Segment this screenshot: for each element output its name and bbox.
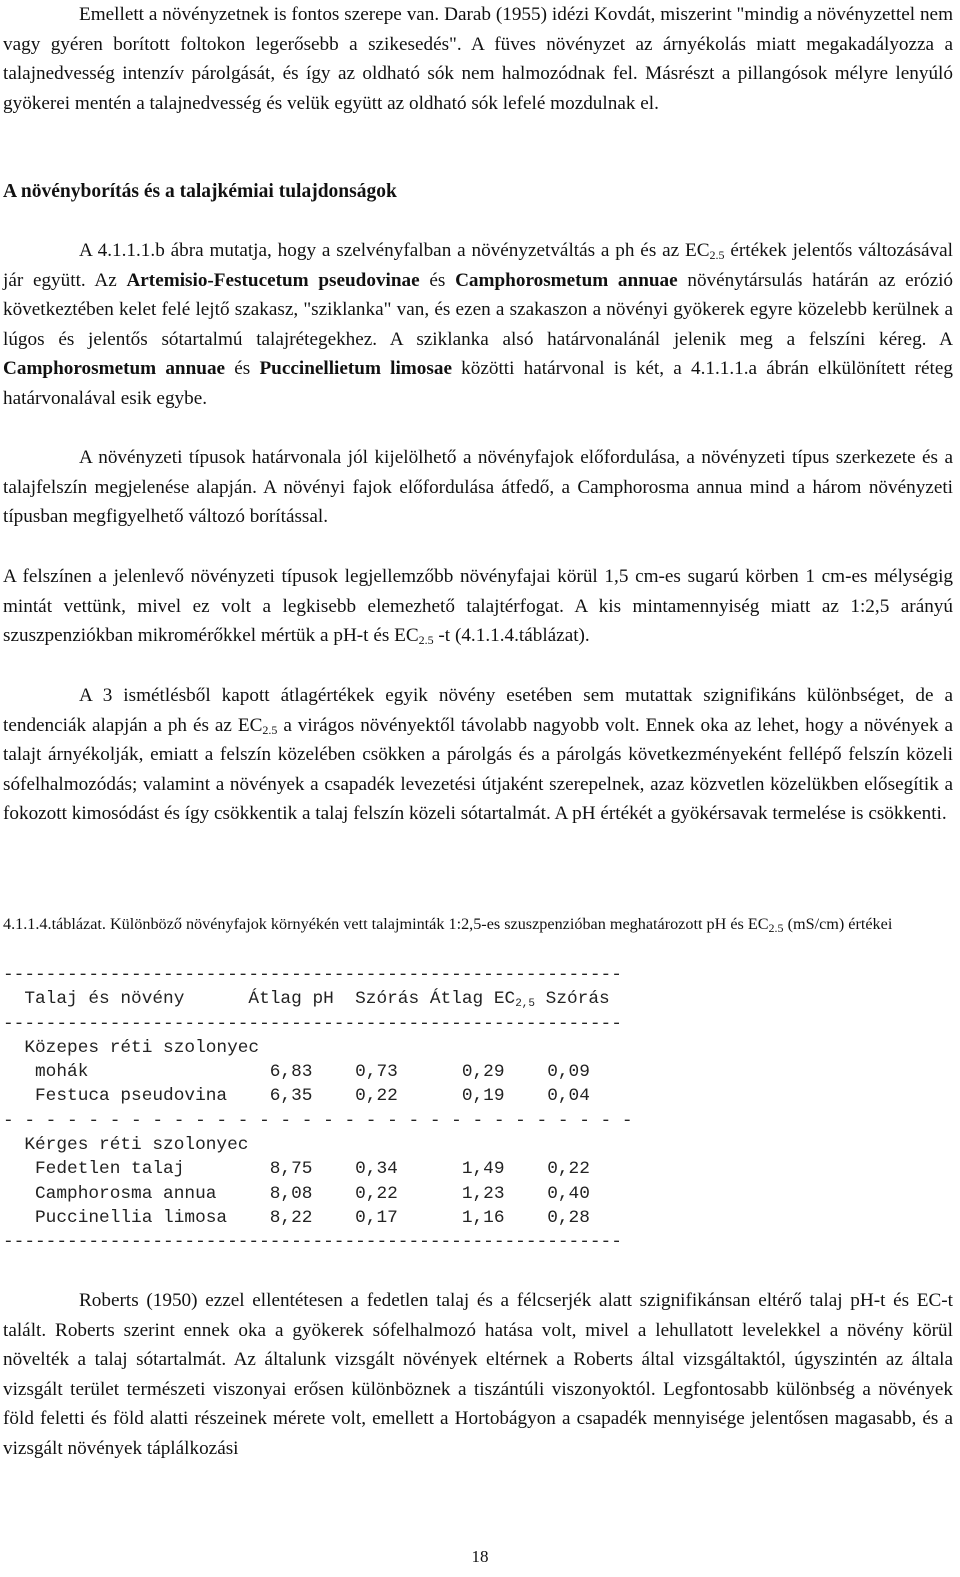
table-row: Puccinellia limosa 8,22 0,17 1,16 0,28 bbox=[3, 1207, 590, 1228]
bold-term: Camphorosmetum annuae bbox=[3, 358, 226, 380]
table-header bbox=[3, 987, 803, 1011]
paragraph-text: Roberts (1950) ezzel ellentétesen a fedetlen talaj és a félcserjék alatt szignifikánsan eltérő talaj pH-t és EC-t talált. Roberts szerint ennek oka a gyökerek sófelhalmozó hatása volt, mivel a lehullatott levelekkel a növény körül növelték a talaj sótartalmát. Az általunk vizsgált növények eltérnek a Roberts által vizsgáltaktól, úgyszintén az általa vizsgált terület természeti viszonyai erősen különböznek a tiszántúli viszonyoktól. Legfontosabb különbség a növények föld feletti és föld alatti részeinek mérete volt, emellett a Hortobágyon a csapadék mennyisége jelentősen magasabb, és a vizsgált növények táplálkozási bbox=[3, 1290, 953, 1459]
table-rule: ---------------------------------------------------------- bbox=[3, 1013, 622, 1034]
caption-text: (mS/cm) értékei bbox=[783, 915, 893, 933]
table-row: Fedetlen talaj 8,75 0,34 1,49 0,22 bbox=[3, 1159, 590, 1180]
paragraph-text: Emellett a növényzetnek is fontos szerepe van. Darab (1955) idézi Kovdát, miszerint "mindig a növényzettel nem vagy gyéren borított foltokon legerősebb a szikesedés". A füves növényzet az árnyékolás miatt megakadályozza a talajnedvesség intenzív párolgását, és így az oldható sók nem halmozódnak fel. Másrészt a pillangósok mélyre lenyúló gyökerei mentén a talajnedvesség és velük együtt az oldható sók lefelé mozdulnak el. bbox=[3, 4, 953, 114]
subscript: 2.5 bbox=[262, 722, 278, 737]
table-header-text: Szórás bbox=[535, 989, 610, 1010]
paragraph-vegetation-types bbox=[3, 443, 953, 532]
caption-text: 4.1.1.4.táblázat. Különböző növényfajok környékén vett talajminták 1:2,5-es szuszpenzióban meghatározott pH és EC bbox=[3, 915, 769, 933]
table-dashed-rule: - - - - - - - - - - - - - - - - - - - - - - - - - - - - - - bbox=[3, 1110, 633, 1131]
paragraph-text: értékek jelentős változásával jár együtt. Az bbox=[3, 240, 953, 291]
table-row: Festuca pseudovina 6,35 0,22 0,19 0,04 bbox=[3, 1086, 590, 1107]
table-caption bbox=[3, 912, 953, 937]
paragraph-text: A 4.1.1.1.b ábra mutatja, hogy a szelvényfalban a növényzetváltás a ph és az EC bbox=[79, 240, 710, 261]
table-header-text: Talaj és növény Átlag pH Szórás Átlag EC bbox=[3, 989, 516, 1010]
paragraph-text: közötti határvonal is két, a 4.1.1.1.a ábrán elkülönített réteg határvonalával esik egybe. bbox=[3, 358, 953, 409]
table-group-name: Kérges réti szolonyec bbox=[3, 1135, 249, 1156]
subscript: 2.5 bbox=[418, 633, 434, 648]
paragraph-roberts bbox=[3, 1286, 953, 1464]
subscript: 2,5 bbox=[515, 998, 535, 1011]
subscript: 2.5 bbox=[709, 248, 725, 262]
bold-term: Camphorosmetum annuae bbox=[455, 269, 678, 291]
paragraph-text: A felszínen a jelenlevő növényzeti típusok legjellemzőbb növényfajai körül 1,5 cm-es sugarú körben 1 cm-es mélységig mintát vettünk, mivel ez volt a legkisebb elemezhető talajtérfogat. A kis mintamennyiség miatt az 1:2,5 arányú szuszpenziókban mikromérőkkel mértük a pH-t és EC bbox=[3, 566, 953, 647]
table-row: mohák 6,83 0,73 0,29 0,09 bbox=[3, 1062, 590, 1083]
paragraph-text: a virágos növényektől távolabb nagyobb volt. Ennek oka az lehet, hogy a növények a talajt árnyékolják, emiatt a felszín közelében csökken a párolgás és a párolgás következményeként fellépő felszín közeli sófelhalmozódás; valamint a növények a csapadék levezetési útjaként szerepelnek, azaz közvetlen közelükben elősegítik a fokozott kimosódást és így csökkentik a talaj felszín közeli sótartalmát. A pH értékét a gyökérsavak termelése is csökkenti. bbox=[3, 714, 953, 825]
section-heading: A növényborítás és a talajkémiai tulajdonságok bbox=[3, 181, 397, 202]
table-rule: ---------------------------------------------------------- bbox=[3, 1232, 622, 1253]
paragraph-text: A növényzeti típusok határvonala jól kijelölhető a növényfajok előfordulása, a növényzeti típus szerkezete és a talajfelszín megjelenése alapján. A növényi fajok előfordulása átfedő, a Camphorosma annua mind a három növényzeti típusban megfigyelhető változó borítással. bbox=[3, 447, 953, 528]
paragraph-text: növénytársulás határán az erózió következtében kelet felé lejtő szakasz, "sziklanka" van, és ezen a szakaszon a növényi gyökerek egyre közelebb kerülnek a lúgos és jelentős sótartalmú talajrétegekhez. A sziklanka alsó határvonalánál jelenik meg a felszíni kéreg. A bbox=[3, 269, 954, 350]
paragraph-text: A 3 ismétlésből kapott átlagértékek egyik növény esetében sem mutattak szignifikáns különbséget, de a tendenciák alapján a ph és az EC bbox=[3, 685, 953, 736]
paragraph-results bbox=[3, 681, 953, 829]
table-group-name: Közepes réti szolonyec bbox=[3, 1037, 260, 1058]
table-rule: ---------------------------------------------------------- bbox=[3, 965, 622, 985]
subscript: 2.5 bbox=[768, 921, 784, 935]
paragraph-vegetation-role bbox=[3, 0, 953, 118]
paragraph-sampling bbox=[3, 562, 953, 651]
data-table bbox=[3, 963, 803, 1255]
table-row: Camphorosma annua 8,08 0,22 1,23 0,40 bbox=[3, 1183, 590, 1204]
paragraph-figure-reference bbox=[3, 236, 953, 414]
paragraph-text: -t (4.1.1.4.táblázat). bbox=[433, 625, 590, 647]
bold-term: Artemisio-Festucetum pseudovinae bbox=[126, 269, 420, 291]
paragraph-text: és bbox=[419, 269, 456, 291]
paragraph-text: és bbox=[225, 358, 260, 380]
bold-term: Puccinellietum limosae bbox=[259, 358, 452, 380]
page-number: 18 bbox=[471, 1547, 489, 1566]
